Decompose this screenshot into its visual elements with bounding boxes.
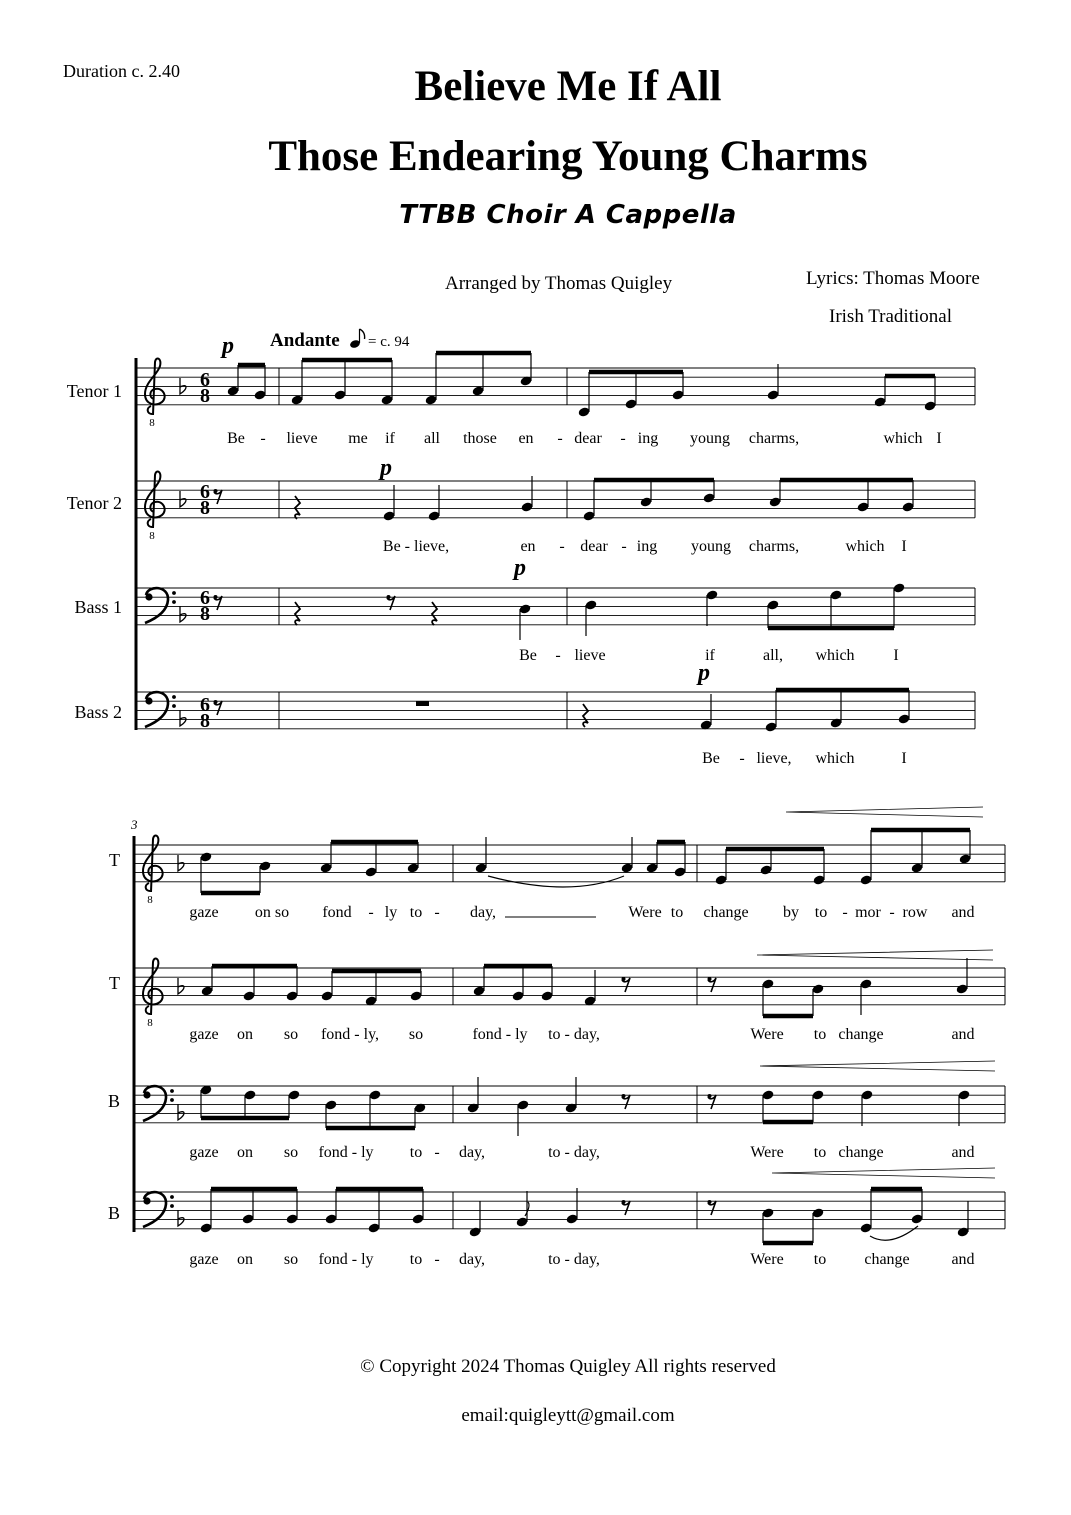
lyric-syllable: Were: [750, 1144, 784, 1161]
lyric-hyphen: -: [434, 904, 440, 921]
lyric-syllable: on: [237, 1026, 253, 1043]
lyric-syllable: I: [901, 750, 907, 767]
octave-marker: 8: [147, 1017, 153, 1029]
lyric-syllable: lieve,: [756, 750, 792, 767]
lyric-syllable: en: [518, 430, 534, 447]
lyric-syllable: Be - lieve,: [382, 538, 450, 555]
key-signature-flat-icon: [180, 606, 186, 622]
staff-name-t-lower: T: [109, 973, 120, 993]
eighth-rest-icon: [214, 595, 218, 599]
lyric-syllable: to: [409, 1251, 423, 1268]
svg-text:8: 8: [200, 710, 210, 732]
bass-clef-icon: [143, 1192, 166, 1227]
lyric-hyphen: -: [620, 430, 626, 447]
lyrics-t-lower: [189, 1026, 974, 1043]
lyrics-bass-2: [702, 750, 907, 767]
title-line-2: Those Endearing Young Charms: [268, 133, 868, 180]
staff-name-t-upper: T: [109, 850, 120, 870]
lyric-syllable: on: [237, 1144, 253, 1161]
eighth-rest-icon: [708, 1200, 712, 1204]
lyric-syllable: to - day,: [548, 1251, 600, 1268]
lyric-syllable: charms,: [748, 538, 800, 555]
lyric-syllable: gaze: [189, 1251, 219, 1268]
lyric-hyphen: -: [260, 430, 266, 447]
lyric-syllable: so: [283, 1251, 299, 1268]
lyric-syllable: gaze: [189, 904, 219, 921]
lyric-syllable: to: [409, 904, 423, 921]
lyric-syllable: and: [951, 904, 975, 921]
bass-clef-dot: [172, 704, 176, 708]
quarter-rest-icon: [583, 704, 588, 727]
lyric-syllable: to - day,: [548, 1144, 600, 1161]
tradition-credit: Irish Traditional: [829, 306, 952, 327]
crescendo-hairpin: [757, 950, 993, 960]
dynamic-piano: p: [222, 333, 234, 359]
lyric-syllable: dear: [580, 538, 608, 555]
lyric-syllable: en: [520, 538, 536, 555]
lyric-syllable: change: [703, 904, 749, 921]
lyric-hyphen: -: [621, 538, 627, 555]
staff-name-tenor-1: Tenor 1: [66, 381, 122, 401]
dynamic-piano: p: [514, 555, 526, 581]
lyric-hyphen: -: [368, 904, 374, 921]
lyric-hyphen: -: [559, 538, 565, 555]
lyric-syllable: mor: [855, 904, 881, 921]
lyric-syllable: by: [783, 904, 799, 921]
key-signature-flat-icon: [178, 978, 184, 994]
svg-text:6: 6: [200, 369, 210, 391]
lyric-syllable: lieve: [574, 647, 606, 664]
octave-marker: 8: [149, 530, 155, 542]
lyric-syllable: fond - ly,: [320, 1026, 380, 1043]
lyric-hyphen: -: [555, 647, 561, 664]
lyric-syllable: lieve: [286, 430, 318, 447]
lyric-syllable: on so: [254, 904, 290, 921]
bass-clef-dot: [170, 1195, 174, 1199]
staff-name-b-lower: B: [107, 1203, 120, 1223]
lyric-syllable: fond - ly: [472, 1026, 528, 1043]
dynamic-piano: p: [380, 455, 392, 481]
eighth-rest-icon: [622, 1094, 626, 1098]
lyric-syllable: me: [348, 430, 368, 447]
lyric-syllable: day,: [458, 1251, 486, 1268]
subtitle: TTBB Choir A Cappella: [399, 200, 737, 230]
svg-text:6: 6: [200, 481, 210, 503]
lyric-syllable: to: [813, 1144, 827, 1161]
lyric-syllable: and: [951, 1144, 975, 1161]
lyricist-credit: Lyrics: Thomas Moore: [806, 268, 980, 289]
lyric-syllable: which: [815, 750, 855, 767]
staff-name-bass-1: Bass 1: [74, 597, 122, 617]
lyric-syllable: Were: [750, 1251, 784, 1268]
lyrics-b-upper: [189, 1144, 974, 1161]
lyrics-tenor-2: [383, 538, 907, 555]
lyric-syllable: ing: [636, 538, 658, 555]
lyric-syllable: to: [409, 1144, 423, 1161]
lyric-hyphen: -: [434, 1144, 440, 1161]
time-signature-tenor-2: [200, 481, 210, 519]
key-signature-flat-icon: [180, 710, 186, 726]
key-signature-flat-icon: [180, 378, 186, 394]
lyric-syllable: fond - ly: [318, 1251, 374, 1268]
lyrics-t-upper: [189, 904, 974, 921]
whole-rest-icon: [416, 701, 429, 706]
bass-clef-icon: [143, 1086, 166, 1121]
lyrics-b-lower: [189, 1251, 974, 1268]
quarter-rest-icon: [295, 602, 300, 625]
lyrics-bass-1: [519, 647, 899, 664]
lyric-syllable: which: [883, 430, 923, 447]
lyric-syllable: all,: [763, 647, 783, 664]
lyric-syllable: so: [283, 1144, 299, 1161]
eighth-rest-icon: [622, 1200, 626, 1204]
lyric-syllable: all: [424, 430, 440, 447]
lyric-syllable: so: [408, 1026, 424, 1043]
eighth-rest-icon: [622, 977, 626, 981]
lyric-syllable: Be: [519, 647, 537, 664]
lyric-syllable: day,: [469, 904, 497, 921]
eighth-rest-icon: [214, 489, 218, 493]
lyric-hyphen: -: [434, 1251, 440, 1268]
lyric-syllable: Were: [628, 904, 662, 921]
svg-text:8: 8: [200, 385, 210, 407]
bass-clef-dot: [172, 600, 176, 604]
tie-slur: [870, 1226, 918, 1240]
bass-clef-icon: [145, 692, 168, 727]
lyric-hyphen: -: [842, 904, 848, 921]
metronome-value: = c. 94: [368, 334, 410, 350]
time-signature-tenor-1: [200, 369, 210, 407]
svg-text:6: 6: [200, 694, 210, 716]
lyric-syllable: so: [283, 1026, 299, 1043]
lyric-syllable: and: [951, 1026, 975, 1043]
eighth-rest-icon: [708, 1094, 712, 1098]
lyric-syllable: I: [893, 647, 899, 664]
lyric-syllable: Be: [702, 750, 720, 767]
lyric-syllable: change: [838, 1144, 884, 1161]
lyric-syllable: row: [902, 904, 928, 921]
octave-marker: 8: [149, 417, 155, 429]
lyric-syllable: to: [813, 1026, 827, 1043]
lyric-syllable: if: [385, 430, 395, 447]
lyric-syllable: ly: [384, 904, 398, 921]
lyric-syllable: young: [691, 538, 731, 555]
measure-number: 3: [131, 817, 138, 832]
contact-email: email:quigleytt@gmail.com: [461, 1405, 675, 1426]
lyric-hyphen: -: [889, 904, 895, 921]
lyric-syllable: to: [814, 904, 828, 921]
lyric-syllable: I: [901, 538, 907, 555]
svg-text:6: 6: [200, 587, 210, 609]
eighth-rest-icon: [214, 700, 218, 704]
time-signature-bass-1: [200, 587, 210, 625]
key-signature-flat-icon: [178, 855, 184, 871]
copyright-notice: © Copyright 2024 Thomas Quigley All rights reserved: [360, 1356, 776, 1377]
svg-text:8: 8: [200, 603, 210, 625]
eighth-rest-icon: [708, 977, 712, 981]
bass-clef-dot: [170, 1098, 174, 1102]
lyric-syllable: ing: [637, 430, 659, 447]
lyric-hyphen: -: [557, 430, 563, 447]
lyric-syllable: gaze: [189, 1026, 219, 1043]
lyric-syllable: charms,: [748, 430, 800, 447]
quarter-rest-icon: [432, 602, 437, 625]
lyric-syllable: gaze: [189, 1144, 219, 1161]
staff-name-bass-2: Bass 2: [74, 702, 122, 722]
lyric-syllable: if: [705, 647, 715, 664]
bass-clef-dot: [170, 1089, 174, 1093]
lyric-syllable: Be: [227, 430, 245, 447]
metronome-note-icon: [349, 329, 365, 349]
crescendo-hairpin: [772, 1168, 995, 1178]
lyric-syllable: change: [838, 1026, 884, 1043]
bass-clef-dot: [172, 591, 176, 595]
lyric-hyphen: -: [739, 750, 745, 767]
lyric-syllable: Were: [750, 1026, 784, 1043]
lyric-syllable: fond: [322, 904, 352, 921]
dynamic-piano: p: [698, 660, 710, 686]
svg-text:8: 8: [200, 497, 210, 519]
lyric-syllable: dear: [574, 430, 602, 447]
lyric-syllable: change: [864, 1251, 910, 1268]
lyric-syllable: which: [815, 647, 855, 664]
key-signature-flat-icon: [180, 491, 186, 507]
lyric-syllable: those: [463, 430, 497, 447]
bass-clef-icon: [145, 588, 168, 623]
key-signature-flat-icon: [178, 1210, 184, 1226]
lyric-syllable: to: [813, 1251, 827, 1268]
title-line-1: Believe Me If All: [414, 63, 722, 110]
lyric-syllable: on: [237, 1251, 253, 1268]
arranger-credit: Arranged by Thomas Quigley: [445, 273, 673, 294]
lyric-syllable: to: [670, 904, 684, 921]
score-static: [134, 353, 1005, 1243]
time-signature-bass-2: [200, 694, 210, 732]
bass-clef-dot: [170, 1204, 174, 1208]
key-signature-flat-icon: [178, 1104, 184, 1120]
lyric-syllable: fond - ly: [318, 1144, 374, 1161]
eighth-rest-icon: [387, 595, 391, 599]
lyric-syllable: which: [845, 538, 885, 555]
lyric-syllable: to - day,: [548, 1026, 600, 1043]
crescendo-hairpin: [786, 807, 983, 817]
lyric-syllable: young: [690, 430, 730, 447]
staff-name-b-upper: B: [107, 1091, 120, 1111]
crescendo-hairpin: [760, 1061, 995, 1071]
bass-clef-dot: [172, 695, 176, 699]
lyric-syllable: and: [951, 1251, 975, 1268]
tempo-marking: Andante: [270, 330, 340, 351]
lyric-syllable: day,: [458, 1144, 486, 1161]
octave-marker: 8: [147, 894, 153, 906]
staff-name-tenor-2: Tenor 2: [66, 493, 122, 513]
duration-note: Duration c. 2.40: [63, 61, 180, 81]
lyrics-tenor-1: [227, 430, 942, 447]
lyric-syllable: I: [936, 430, 942, 447]
